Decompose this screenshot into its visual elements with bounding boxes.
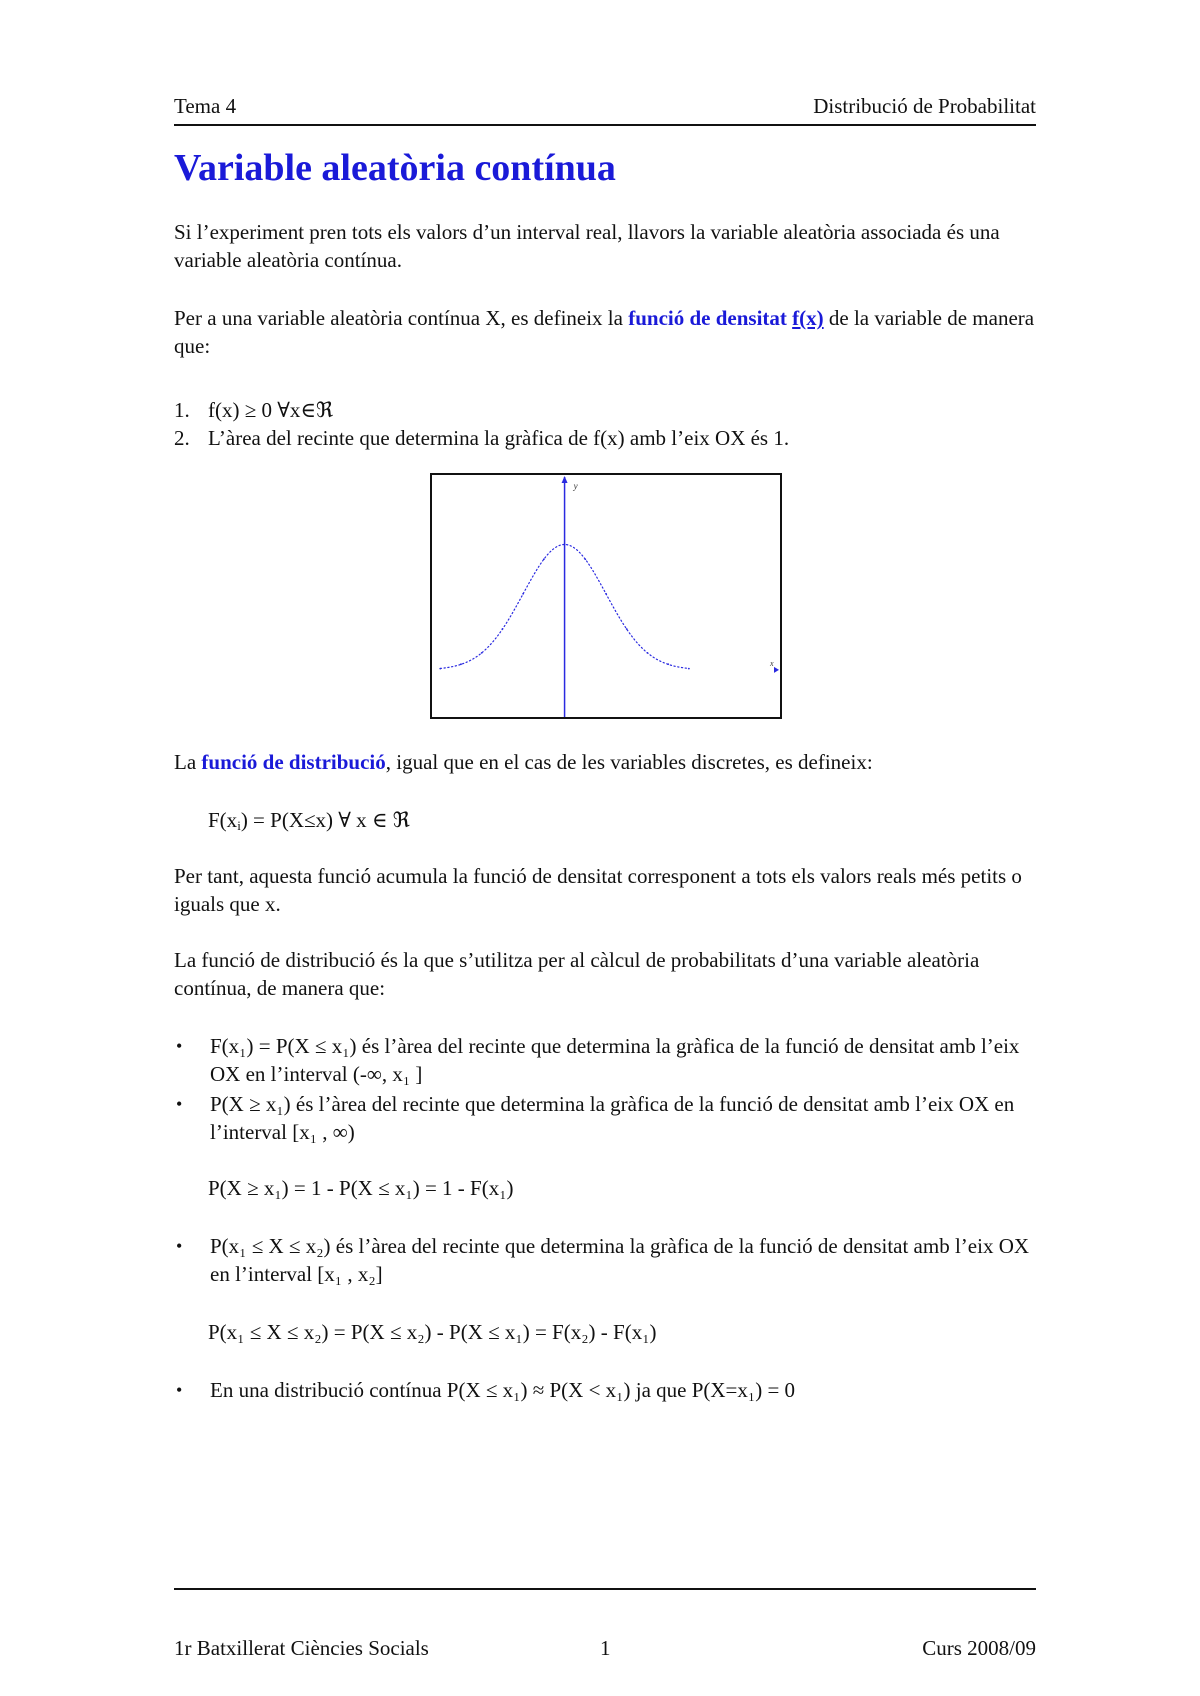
density-point xyxy=(688,668,690,670)
footer-left: 1r Batxillerat Ciències Socials xyxy=(174,1636,429,1660)
footer-right: Curs 2008/09 xyxy=(922,1636,1036,1660)
density-point xyxy=(522,593,524,595)
header-right: Distribució de Probabilitat xyxy=(813,94,1036,118)
distribution-text-post: , igual que en el cas de les variables discretes, es defineix: xyxy=(385,750,873,774)
paragraph-usage: La funció de distribució és la que s’utilitza per al càlcul de probabilitats d’una variable aleatòria contínua, de manera que: xyxy=(174,948,980,1000)
density-text-pre: Per a una variable aleatòria contínua X, es defineix la xyxy=(174,306,629,330)
header-rule xyxy=(174,124,1036,126)
page-header xyxy=(174,94,1036,119)
bullet-item xyxy=(174,1032,1054,1088)
page-footer xyxy=(174,1636,1036,1661)
bullet-text: F(x₁) = P(X ≤ x₁) és l’àrea del recinte que determina la gràfica de la funció de densitat amb l’eix OX en l’interval (-∞, x₁ ] xyxy=(210,1034,1020,1086)
density-point xyxy=(564,544,566,546)
bullet-item xyxy=(174,1090,1054,1146)
y-axis-label: y xyxy=(573,481,578,491)
density-point xyxy=(460,663,462,665)
density-point xyxy=(667,663,669,665)
formula-part-a: F(x xyxy=(208,808,238,832)
distribution-highlight: funció de distribució xyxy=(201,750,386,774)
formula-part-b: ) = P(X≤x) ∀ x ∈ ℜ xyxy=(240,808,410,832)
footer-page-number: 1 xyxy=(600,1636,611,1660)
condition-item xyxy=(174,424,789,452)
density-point xyxy=(543,558,545,560)
distribution-text-pre: La xyxy=(174,750,202,774)
y-axis-arrow xyxy=(562,476,568,483)
density-point xyxy=(626,628,628,630)
bullet-glyph: • xyxy=(176,1380,183,1400)
formula-complement: P(X ≥ x₁) = 1 - P(X ≤ x₁) = 1 - F(x₁) xyxy=(208,1176,514,1200)
condition-text: L’àrea del recinte que determina la gràfica de f(x) amb l’eix OX és 1. xyxy=(208,426,790,450)
density-point xyxy=(481,652,483,654)
condition-item xyxy=(174,396,789,424)
formula-subscript: i xyxy=(237,818,241,833)
bullet-item xyxy=(174,1376,1054,1404)
bullet-text: P(x₁ ≤ X ≤ x₂) és l’àrea del recinte que determina la gràfica de la funció de densitat amb l’eix OX en l’interval [x₁ , x₂] xyxy=(210,1234,1030,1286)
density-point xyxy=(502,628,504,630)
condition-text: f(x) ≥ 0 ∀x∈ℜ xyxy=(208,398,334,422)
bullet-item xyxy=(174,1232,1054,1288)
density-point xyxy=(584,558,586,560)
density-point xyxy=(605,593,607,595)
density-chart-svg xyxy=(432,475,780,717)
header-left: Tema 4 xyxy=(174,94,237,118)
bullet-glyph: • xyxy=(176,1094,183,1114)
density-conditions-list xyxy=(174,396,789,452)
paragraph-density xyxy=(174,304,1054,360)
bullet-glyph: • xyxy=(176,1236,183,1256)
footer-rule xyxy=(174,1588,1036,1590)
bullet-text: P(X ≥ x₁) és l’àrea del recinte que determina la gràfica de la funció de densitat amb l’eix OX en l’interval [x₁ , ∞) xyxy=(210,1092,1015,1144)
paragraph-distribution xyxy=(174,748,1054,776)
density-point xyxy=(439,668,441,670)
paragraph-cumulative: Per tant, aquesta funció acumula la funció de densitat corresponent a tots els valors reals més petits o iguals que x. xyxy=(174,864,1022,916)
condition-number: 2. xyxy=(174,426,190,450)
density-chart xyxy=(430,473,782,719)
bullet-glyph: • xyxy=(176,1036,183,1056)
x-axis-arrow xyxy=(774,667,779,673)
section-title: Variable aleatòria contínua xyxy=(174,147,616,189)
formula-distribution xyxy=(208,806,410,834)
bullet-text: En una distribució contínua P(X ≤ x₁) ≈ P(X < x₁) ja que P(X=x₁) = 0 xyxy=(210,1378,796,1402)
density-point xyxy=(647,652,649,654)
density-fx: f(x) xyxy=(792,306,824,330)
density-highlight xyxy=(628,306,823,330)
density-term: funció de densitat xyxy=(628,306,793,330)
density-text-post: de la variable de manera que: xyxy=(174,306,1035,358)
condition-number: 1. xyxy=(174,398,190,422)
x-axis-label: x xyxy=(770,658,774,668)
paragraph-intro: Si l’experiment pren tots els valors d’un interval real, llavors la variable aleatòria associada és una variable aleatòria contínua. xyxy=(174,220,1000,272)
formula-interval: P(x₁ ≤ X ≤ x₂) = P(X ≤ x₂) - P(X ≤ x₁) = F(x₂) - F(x₁) xyxy=(208,1320,657,1344)
